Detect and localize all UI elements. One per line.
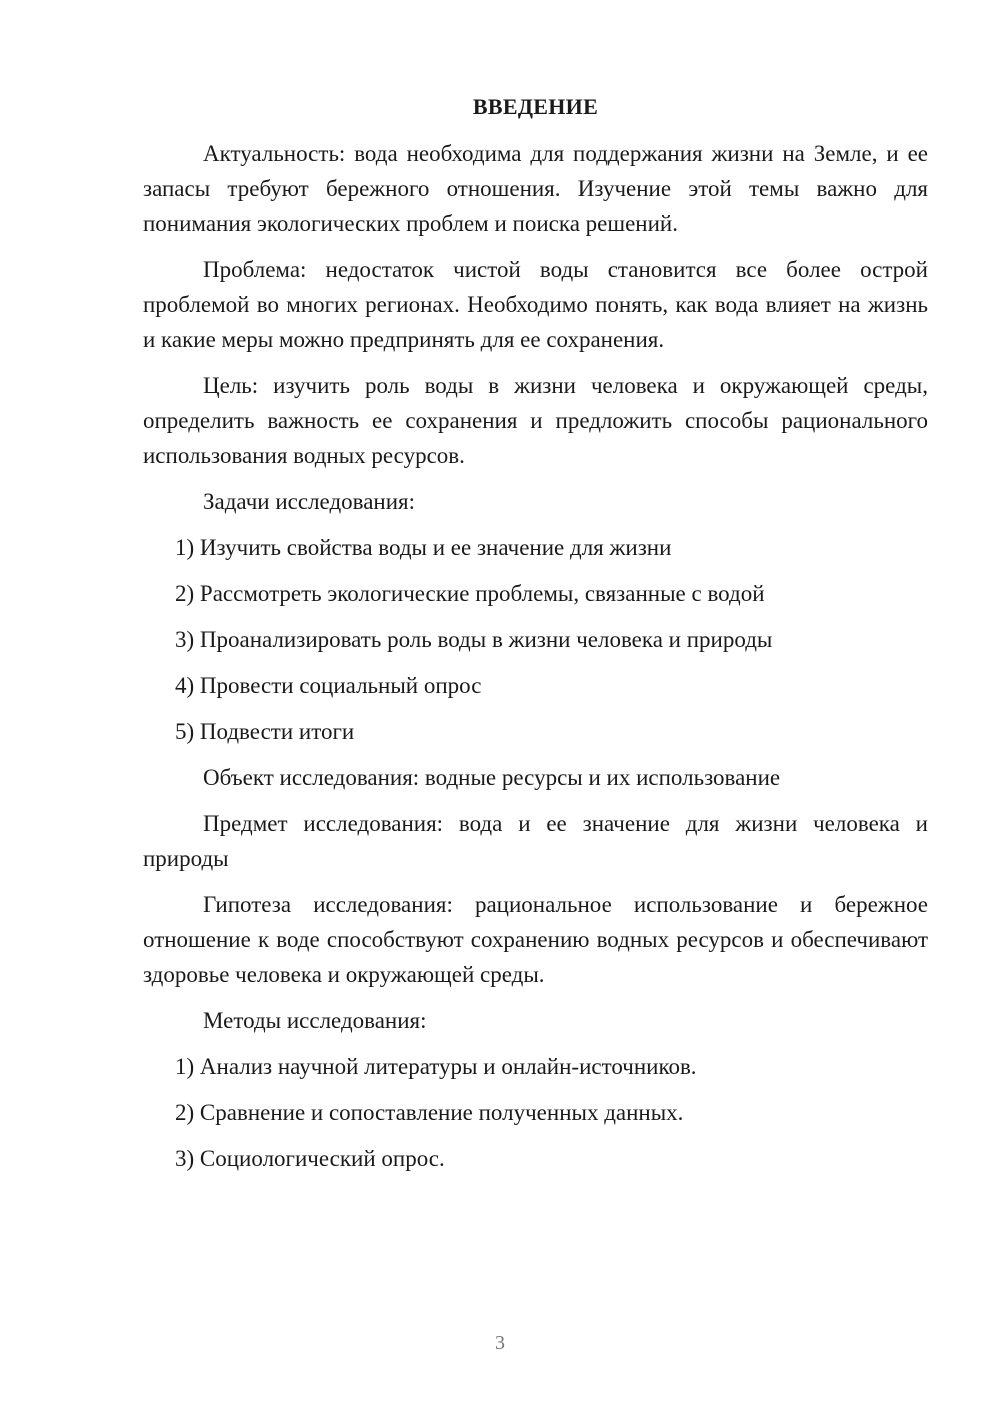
- document-page: [143, 90, 928, 1187]
- list-item: 4) Провести социальный опрос: [175, 673, 482, 698]
- page-number: 3: [495, 1332, 505, 1354]
- paragraph-goal: Цель: изучить роль воды в жизни человека и окружающей среды, определить важность ее сохранения и предложить способы рационального использования водных ресурсов.: [143, 373, 928, 468]
- paragraph-subject: Предмет исследования: вода и ее значение для жизни человека и природы: [143, 811, 928, 871]
- list-item: 1) Анализ научной литературы и онлайн-источников.: [175, 1054, 697, 1079]
- paragraph-object: Объект исследования: водные ресурсы и их использование: [203, 765, 781, 790]
- tasks-list: [143, 530, 928, 749]
- paragraph-relevance: Актуальность: вода необходима для поддержания жизни на Земле, и ее запасы требуют бережного отношения. Изучение этой темы важно для понимания экологических проблем и поиска решений.: [143, 141, 928, 236]
- list-item: 1) Изучить свойства воды и ее значение для жизни: [175, 535, 672, 560]
- methods-heading: Методы исследования:: [203, 1008, 427, 1033]
- paragraph-hypothesis: Гипотеза исследования: рациональное использование и бережное отношение к воде способствуют сохранению водных ресурсов и обеспечивают здоровье человека и окружающей среды.: [143, 892, 928, 987]
- page-title: ВВЕДЕНИЕ: [472, 94, 599, 119]
- paragraph-problem: Проблема: недостаток чистой воды становится все более острой проблемой во многих регионах. Необходимо понять, как вода влияет на жизнь и какие меры можно предпринять для ее сохранения.: [143, 257, 928, 352]
- list-item: 3) Проанализировать роль воды в жизни человека и природы: [175, 627, 773, 652]
- list-item: 2) Рассмотреть экологические проблемы, связанные с водой: [175, 581, 765, 606]
- methods-list: [143, 1049, 928, 1176]
- list-item: 3) Социологический опрос.: [175, 1146, 445, 1171]
- list-item: 2) Сравнение и сопоставление полученных данных.: [175, 1100, 684, 1125]
- tasks-heading: Задачи исследования:: [203, 489, 416, 514]
- list-item: 5) Подвести итоги: [175, 719, 355, 744]
